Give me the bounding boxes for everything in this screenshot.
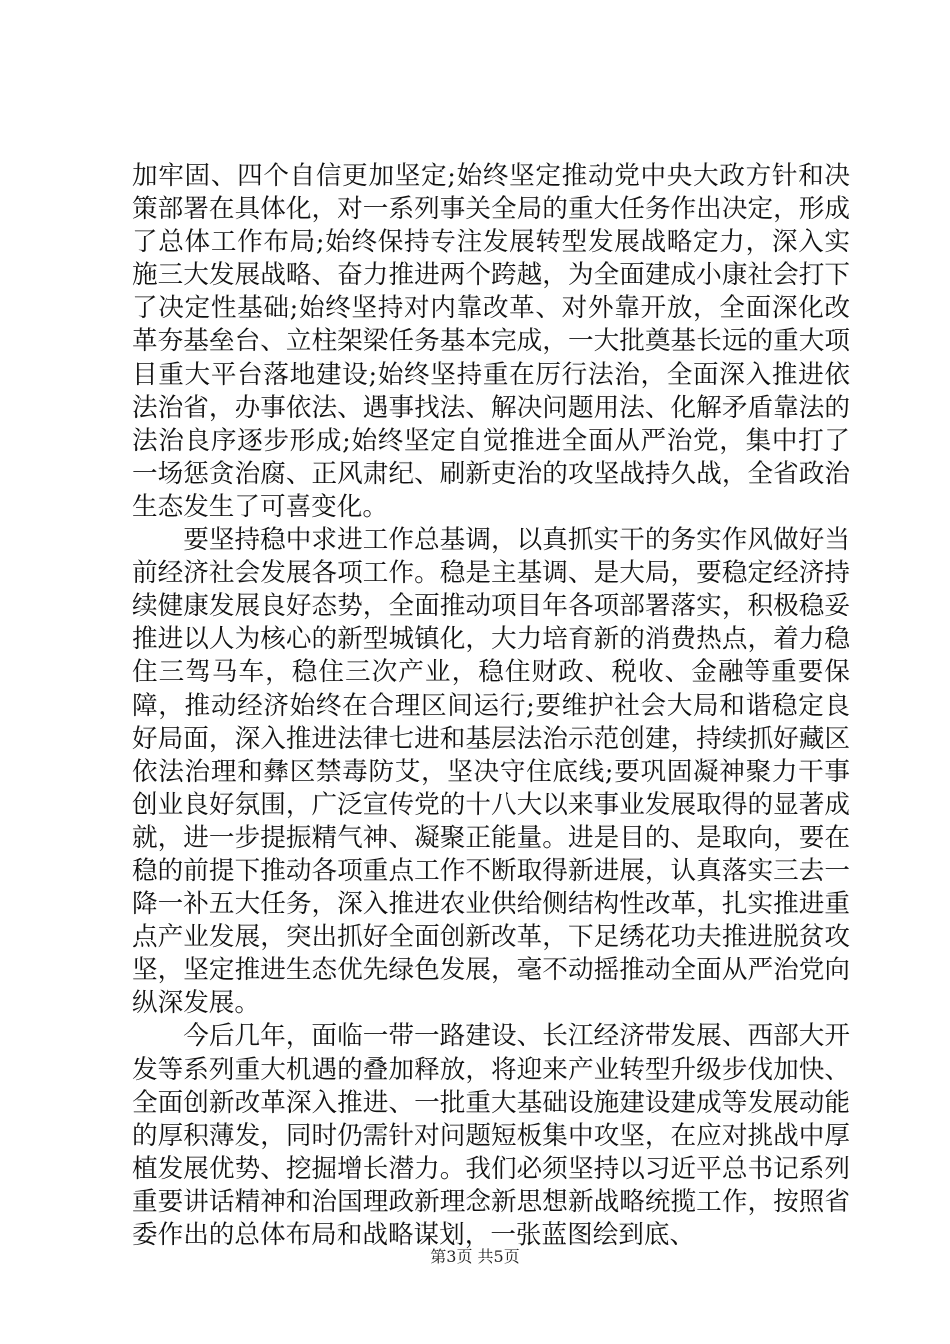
paragraph-3: 今后几年，面临一带一路建设、长江经济带发展、西部大开发等系列重大机遇的叠加释放，将迎来产业转型升级步伐加快、全面创新改革深入推进、一批重大基础设施建设建成等发展动能的厚积薄发，同时仍需针对问题短板集中攻坚，在应对挑战中厚植发展优势、挖掘增长潜力。我们必须坚持以习近平总书记系列重要讲话精神和治国理政新理念新思想新战略统揽工作，按照省委作出的总体布局和战略谋划，一张蓝图绘到底、 bbox=[132, 1021, 850, 1250]
paragraph-2: 要坚持稳中求进工作总基调，以真抓实干的务实作风做好当前经济社会发展各项工作。稳是主基调、是大局，要稳定经济持续健康发展良好态势，全面推动项目年各项部署落实，积极稳妥推进以人为核心的新型城镇化，大力培育新的消费热点，着力稳住三驾马车，稳住三次产业，稳住财政、税收、金融等重要保障，推动经济始终在合理区间运行;要维护社会大局和谐稳定良好局面，深入推进法律七进和基层法治示范创建，持续抓好藏区依法治理和彝区禁毒防艾，坚决守住底线;要巩固凝神聚力干事创业良好氛围，广泛宣传党的十八大以来事业发展取得的显著成就，进一步提振精气神、凝聚正能量。进是目的、是取向，要在稳的前提下推动各项重点工作不断取得新进展，认真落实三去一降一补五大任务，深入推进农业供给侧结构性改革，扎实推进重点产业发展，突出抓好全面创新改革，下足绣花功夫推进脱贫攻坚，坚定推进生态优先绿色发展，毫不动摇推动全面从严治党向纵深发展。 bbox=[132, 525, 850, 1019]
document-body bbox=[132, 160, 850, 1252]
page-footer: 第3页 共5页 bbox=[430, 1247, 520, 1266]
paragraph-1: 加牢固、四个自信更加坚定;始终坚定推动党中央大政方针和决策部署在具体化，对一系列事关全局的重大任务作出决定，形成了总体工作布局;始终保持专注发展转型发展战略定力，深入实施三大发展战略、奋力推进两个跨越，为全面建成小康社会打下了决定性基础;始终坚持对内靠改革、对外靠开放，全面深化改革夯基垒台、立柱架梁任务基本完成，一大批奠基长远的重大项目重大平台落地建设;始终坚持重在厉行法治，全面深入推进依法治省，办事依法、遇事找法、解决问题用法、化解矛盾靠法的法治良序逐步形成;始终坚定自觉推进全面从严治党，集中打了一场惩贪治腐、正风肃纪、刷新吏治的攻坚战持久战，全省政治生态发生了可喜变化。 bbox=[132, 161, 850, 522]
